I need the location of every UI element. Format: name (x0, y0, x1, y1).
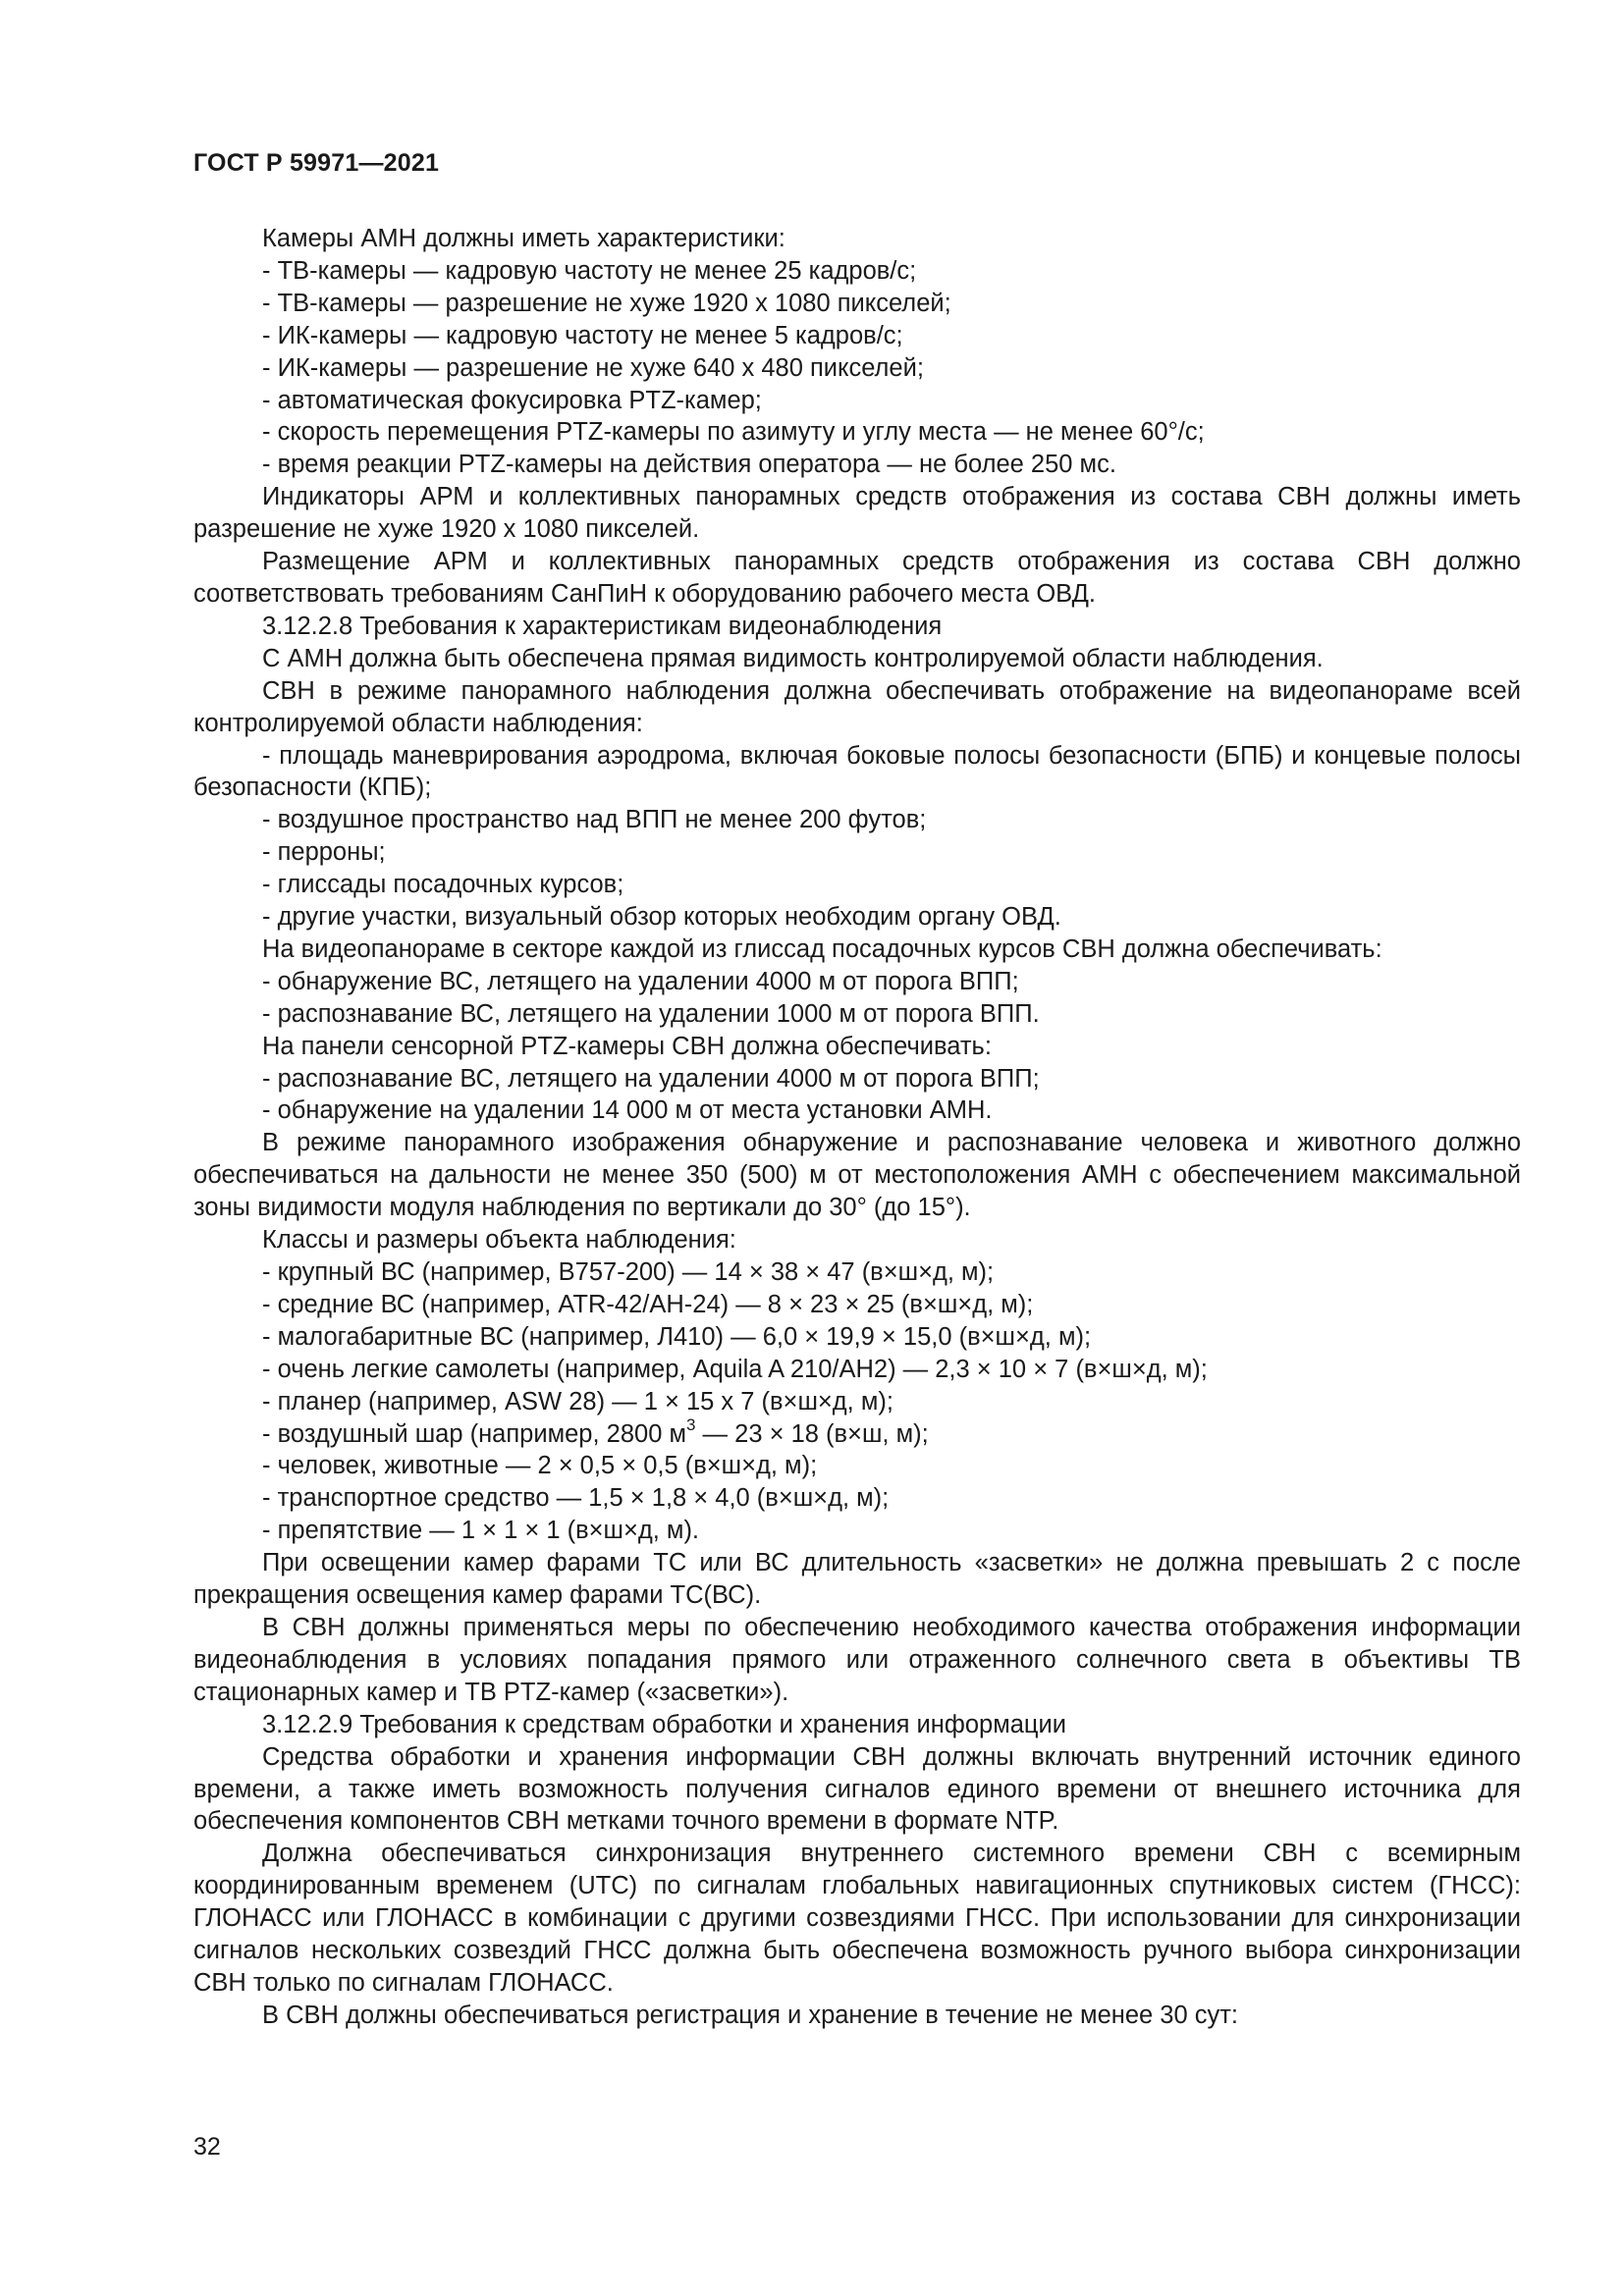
page-number: 32 (193, 2133, 221, 2161)
document-code-header: ГОСТ Р 59971—2021 (193, 149, 440, 177)
list-item-text: - воздушный шар (например, 2800 м (262, 1419, 686, 1448)
paragraph: 3.12.2.9 Требования к средствам обработки и хранения информации (262, 1710, 1067, 1738)
list-item: - распознавание ВС, летящего на удалении 1000 м от порога ВПП. (262, 999, 1040, 1028)
list-item: - обнаружение ВС, летящего на удалении 4000 м от порога ВПП; (262, 967, 1019, 995)
list-item: - ТВ-камеры — разрешение не хуже 1920 x 1080 пикселей; (262, 289, 951, 317)
paragraph: В СВН должны применяться меры по обеспечению необходимого качества отображения информации видеонаблюдения в условиях попадания прямого или отраженного солнечного света в объективы ТВ стационарных камер и ТВ PTZ-камер («засветки»). (193, 1613, 1521, 1706)
paragraph: СВН в режиме панорамного наблюдения должна обеспечивать отображение на видеопанораме всей контролируемой области наблюдения: (193, 676, 1521, 737)
list-item: - очень легкие самолеты (например, Aquila A 210/AH2) — 2,3 × 10 × 7 (в×ш×д, м); (262, 1355, 1208, 1383)
list-item: - крупный ВС (например, B757-200) — 14 × 38 × 47 (в×ш×д, м); (262, 1258, 995, 1286)
list-item: - средние ВС (например, ATR-42/AH-24) — 8 × 23 × 25 (в×ш×д, м); (262, 1290, 1034, 1318)
list-item: - препятствие — 1 × 1 × 1 (в×ш×д, м). (262, 1517, 700, 1545)
list-item-text: — 23 × 18 (в×ш, м); (695, 1419, 929, 1448)
paragraph: Средства обработки и хранения информации СВН должны включать внутренний источник единого времени, а также иметь возможность получения сигналов единого времени от внешнего источника для обеспечения компонентов СВН метками точного времени в формате NTP. (193, 1742, 1521, 1836)
list-item: - человек, животные — 2 × 0,5 × 0,5 (в×ш×д, м); (262, 1452, 818, 1480)
list-item: - скорость перемещения PTZ-камеры по азимуту и углу места — не менее 60°/с; (262, 418, 1205, 447)
paragraph: Классы и размеры объекта наблюдения: (262, 1226, 736, 1255)
list-item: - другие участки, визуальный обзор которых необходим органу ОВД. (262, 903, 1061, 932)
list-item: - время реакции PTZ-камеры на действия оператора — не более 250 мс. (262, 451, 1116, 479)
list-item (193, 1415, 1521, 1451)
list-item: - планер (например, ASW 28) — 1 × 15 x 7 (в×ш×д, м); (262, 1387, 893, 1415)
list-item: - транспортное средство — 1,5 × 1,8 × 4,0 (в×ш×д, м); (262, 1484, 890, 1513)
paragraph: 3.12.2.8 Требования к характеристикам видеонаблюдения (262, 612, 943, 640)
paragraph: С АМН должна быть обеспечена прямая видимость контролируемой области наблюдения. (262, 644, 1324, 672)
paragraph: При освещении камер фарами ТС или ВС длительность «засветки» не должна превышать 2 с после прекращения освещения камер фарами ТС(ВС). (193, 1549, 1521, 1610)
list-item: - перроны; (262, 838, 386, 867)
paragraph: Индикаторы АРМ и коллективных панорамных средств отображения из состава СВН должны иметь разрешение не хуже 1920 x 1080 пикселей. (193, 483, 1521, 544)
list-item: - обнаружение на удалении 14 000 м от места установки АМН. (262, 1096, 993, 1125)
list-item: - площадь маневрирования аэродрома, включая боковые полосы безопасности (БПБ) и концевые полосы безопасности (КПБ); (193, 741, 1521, 802)
paragraph: На видеопанораме в секторе каждой из глиссад посадочных курсов СВН должна обеспечивать: (262, 934, 1382, 963)
paragraph: Камеры АМН должны иметь характеристики: (262, 225, 785, 252)
list-item: - ИК-камеры — разрешение не хуже 640 x 480 пикселей; (262, 353, 924, 382)
list-item: - распознавание ВС, летящего на удалении 4000 м от порога ВПП; (262, 1064, 1040, 1093)
list-item: - ИК-камеры — кадровую частоту не менее 5 кадров/с; (262, 321, 903, 349)
list-item: - воздушное пространство над ВПП не менее 200 футов; (262, 806, 927, 834)
paragraph: В СВН должны обеспечиваться регистрация и хранение в течение не менее 30 сут: (262, 2001, 1239, 2029)
paragraph: На панели сенсорной PTZ-камеры СВН должна обеспечивать: (262, 1032, 992, 1060)
paragraph: Должна обеспечиваться синхронизация внутреннего системного времени СВН с всемирным координированным временем (UTC) по сигналам глобальных навигационных спутниковых систем (ГНСС): ГЛОНАСС или ГЛОНАСС в комбинации с другими созвездиями ГНСС. При использовании для синхронизации сигналов нескольких созвездий ГНСС должна быть обеспечена возможность ручного выбора синхронизации СВН только по сигналам ГЛОНАСС. (193, 1840, 1521, 1997)
list-item: - ТВ-камеры — кадровую частоту не менее 25 кадров/с; (262, 256, 917, 285)
paragraph: В режиме панорамного изображения обнаружение и распознавание человека и животного должно обеспечиваться на дальности не менее 350 (500) м от местоположения АМН с обеспечением максимальной зоны видимости модуля наблюдения по вертикали до 30° (до 15°). (193, 1129, 1521, 1222)
list-item: - малогабаритные ВС (например, Л410) — 6,0 × 19,9 × 15,0 (в×ш×д, м); (262, 1322, 1092, 1351)
paragraph: Размещение АРМ и коллективных панорамных средств отображения из состава СВН должно соответствовать требованиям СанПиН к оборудованию рабочего места ОВД. (193, 548, 1521, 608)
superscript: 3 (686, 1415, 696, 1435)
list-item: - автоматическая фокусировка PTZ-камер; (262, 386, 762, 414)
document-body (193, 223, 1521, 2032)
list-item: - глиссады посадочных курсов; (262, 871, 624, 899)
